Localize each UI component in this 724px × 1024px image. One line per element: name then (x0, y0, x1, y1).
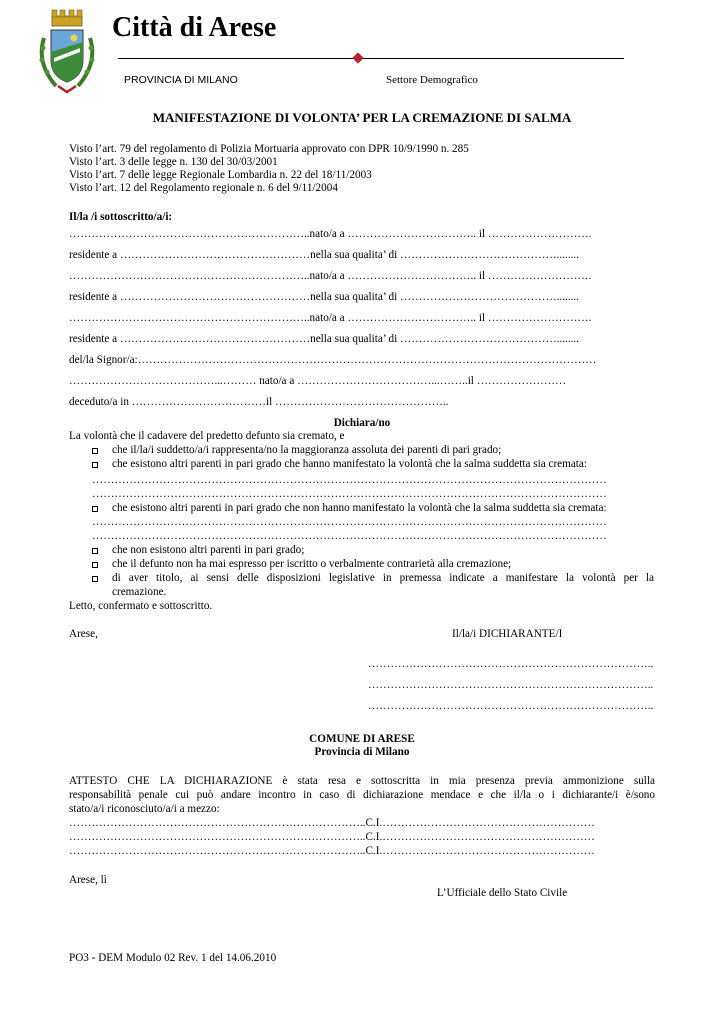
comune-name: COMUNE DI ARESE (309, 733, 415, 745)
signer-line-5[interactable]: ………………………………………………………..nato/a a …………………………….. il ………………………. (69, 312, 592, 324)
checkbox-option-5[interactable] (92, 562, 98, 568)
sector-label: Settore Demografico (386, 74, 478, 86)
declares-heading: Dichiara/no (333, 417, 391, 429)
attest-line-1: ATTESTO CHE LA DICHIARAZIONE è stata resa e sottoscritta in mia presenza previa ammonizione sulla (69, 775, 655, 787)
declarant-signature-1[interactable]: ………………………………………………………………….. (368, 658, 654, 670)
attest-line-3: stato/a/i riconosciuto/a/i a mezzo: (69, 803, 220, 815)
checkbox-option-4[interactable] (92, 548, 98, 554)
deceased-line-1[interactable]: del/la Signor/a:…………………………………………………………………………………………………………… (69, 354, 597, 366)
option-1-text: che il/la/i suddetto/a/i rappresenta/no la maggioranza assoluta dei parenti di pari grado; (112, 444, 502, 456)
deceased-line-3[interactable]: deceduto/a in ………………………………il ……………………………………….. (69, 396, 449, 408)
option-6-text-line-2: cremazione. (112, 586, 167, 598)
option-4-text: che non esistono altri parenti in pari grado; (112, 544, 305, 556)
legal-ref-4: Visto l’art. 12 del Regolamento regionale n. 6 del 9/11/2004 (69, 182, 338, 194)
legal-ref-2: Visto l’art. 3 delle legge n. 130 del 30/03/2001 (69, 156, 278, 168)
place-date-label: Arese, lì (69, 874, 107, 886)
option-2-fill-2[interactable]: ………………………………………………………………………………………………………………………… (92, 488, 607, 500)
will-intro: La volontà che il cadavere del predetto defunto sia cremato, e (69, 430, 345, 442)
option-5-text: che il defunto non ha mai espresso per iscritto o verbalmente contrarietà alla cremazione; (112, 558, 512, 570)
option-3-fill-2[interactable]: ………………………………………………………………………………………………………………………… (92, 530, 607, 542)
checkbox-option-3[interactable] (92, 506, 98, 512)
signer-line-3[interactable]: ………………………………………………………..nato/a a …………………………….. il ………………………. (69, 270, 592, 282)
checkbox-option-1[interactable] (92, 448, 98, 454)
signer-line-2[interactable]: residente a ……………………………………………nella sua qualita’ di ……………………………………........ (69, 249, 580, 261)
signers-heading: Il/la /i sottoscritto/a/i: (69, 211, 173, 223)
city-title: Città di Arese (112, 12, 277, 43)
declarant-label: Il/la/i DICHIARANTE/I (452, 628, 563, 640)
signer-line-6[interactable]: residente a ……………………………………………nella sua qualita’ di ……………………………………........ (69, 333, 580, 345)
option-2-fill-1[interactable]: ………………………………………………………………………………………………………………………… (92, 474, 607, 486)
header-rule (118, 58, 624, 59)
official-label: L’Ufficiale dello Stato Civile (437, 887, 568, 899)
option-3-text: che esistono altri parenti in pari grado che non hanno manifestato la volontà che la salma suddetta sia cremata: (112, 502, 607, 514)
ci-line-2[interactable]: ……………………………………………………………………..C.I.………………………………………………… (69, 831, 595, 843)
comune-province: Provincia di Milano (314, 746, 410, 758)
checkbox-option-6[interactable] (92, 576, 98, 582)
ci-line-3[interactable]: ……………………………………………………………………..C.I.………………………………………………… (69, 845, 595, 857)
attest-line-2: responsabilità penale cui può andare incontro in caso di dichiarazione mendace e che il/la o i dichiarante/i è/sono (69, 789, 655, 801)
legal-ref-3: Visto l’art. 7 delle legge Regionale Lombardia n. 22 del 18/11/2003 (69, 169, 372, 181)
signer-line-1[interactable]: ………………………………………………………..nato/a a …………………………….. il ………………………. (69, 228, 592, 240)
footer-form-code: PO3 - DEM Modulo 02 Rev. 1 del 14.06.2010 (69, 952, 277, 964)
signer-line-4[interactable]: residente a ……………………………………………nella sua qualita’ di ……………………………………........ (69, 291, 580, 303)
declarant-signature-2[interactable]: ………………………………………………………………….. (368, 679, 654, 691)
deceased-line-2[interactable]: …………………………………...……… nato/a a ………………………………...……..il …………………… (69, 375, 567, 387)
ci-line-1[interactable]: ……………………………………………………………………..C.I.………………………………………………… (69, 817, 595, 829)
declarant-signature-3[interactable]: ………………………………………………………………….. (368, 700, 654, 712)
checkbox-option-2[interactable] (92, 462, 98, 468)
header-diamond (352, 52, 363, 63)
province-label: PROVINCIA DI MILANO (124, 74, 238, 86)
coat-of-arms-logo (34, 8, 100, 96)
option-6-text-line-1: di aver titolo, ai sensi delle disposizioni legislative in premessa indicate a manifestare la volontà per la (112, 572, 654, 584)
option-3-fill-1[interactable]: ………………………………………………………………………………………………………………………… (92, 516, 607, 528)
option-2-text: che esistono altri parenti in pari grado che hanno manifestato la volontà che la salma suddetta sia cremata: (112, 458, 587, 470)
confirmed-text: Letto, confermato e sottoscritto. (69, 600, 213, 612)
document-title: MANIFESTAZIONE DI VOLONTA’ PER LA CREMAZIONE DI SALMA (152, 110, 572, 125)
place-label: Arese, (69, 628, 98, 640)
legal-ref-1: Visto l’art. 79 del regolamento di Polizia Mortuaria approvato con DPR 10/9/1990 n. 285 (69, 143, 469, 155)
